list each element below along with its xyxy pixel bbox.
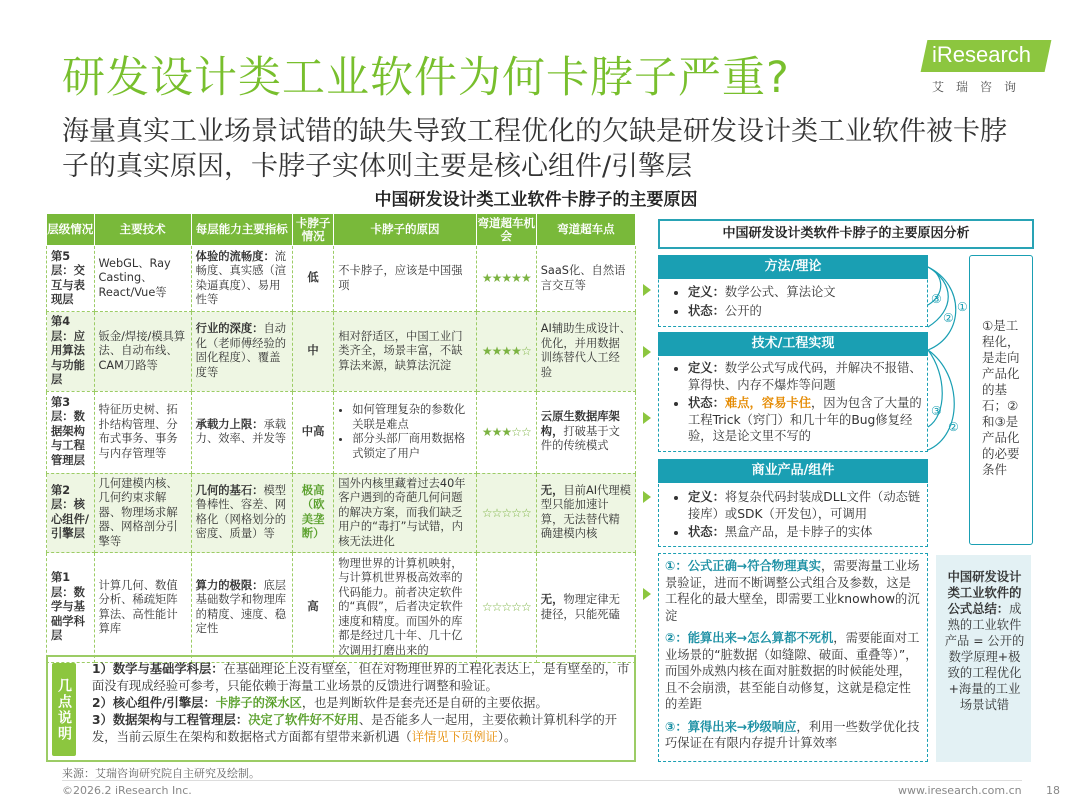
table-title: 中国研发设计类工业软件卡脖子的主要原因 <box>374 190 698 210</box>
col-header: 每层能力主要指标 <box>191 214 292 246</box>
page-subtitle: 海量真实工业场景试错的缺失导致工程优化的欠缺是研发设计类工业软件被卡脖子的真实原因，卡脖子实体则主要是核心组件/引擎层 <box>62 116 1007 182</box>
reason-cell: 相对舒适区，中国工业门类齐全，场景丰富，不缺算法来源，缺算法沉淀 <box>334 312 477 392</box>
metric-cell: 几何的基石：模型鲁棒性、容差、网格化（网格划分的密度、质量）等 <box>191 473 292 553</box>
iresearch-logo <box>918 36 1048 96</box>
rating-stars: ☆☆☆☆☆ <box>476 553 536 663</box>
reason-item: • 如何管理复杂的参数化关联是难点 <box>352 403 472 432</box>
col-header: 卡脖子情况 <box>292 214 333 246</box>
point-cell: 云原生数据库架构，打破基于文件的传统模式 <box>536 391 635 473</box>
tech-cell: WebGL、Ray Casting、React/Vue等 <box>94 246 191 312</box>
circle-label: ③ <box>931 404 942 418</box>
table-row <box>47 553 636 663</box>
status-cell: 低 <box>292 246 333 312</box>
section-body-theory <box>672 284 922 321</box>
source-note: 来源：艾瑞咨询研究院自主研究及绘制。 <box>62 767 260 780</box>
rating-stars: ★★★★☆ <box>476 312 536 392</box>
circle-label: ① <box>957 300 968 314</box>
logo-subtext: 艾瑞咨询 <box>932 80 1029 94</box>
page-title: 研发设计类工业软件为何卡脖子严重? <box>62 53 790 103</box>
tech-cell: 钣金/焊接/模具算法、自动布线、CAM刀路等 <box>94 312 191 392</box>
tech-cell: 特征历史树、拓扑结构管理、分布式事务、事务与内存管理等 <box>94 391 191 473</box>
rating-stars: ★★★☆☆ <box>476 391 536 473</box>
table-row <box>47 246 636 312</box>
footer-divider <box>62 780 1022 781</box>
reason-cell <box>334 391 477 473</box>
status-cell: 中 <box>292 312 333 392</box>
metric-cell: 承载力上限：承载力、效率、并发等 <box>191 391 292 473</box>
copyright: ©2026.2 iResearch Inc. <box>62 784 192 797</box>
arrow-right-icon <box>643 588 651 600</box>
definition-item: • 定义：将复杂代码封装成DLL文件（动态链接库）或SDK（开发包），可调用 <box>688 489 924 522</box>
tech-cell: 计算几何、数值分析、稀疏矩阵算法、高性能计算库 <box>94 553 191 663</box>
tech-cell: 几何建模内核、几何约束求解器、物理场求解器、网格剖分引擎等 <box>94 473 191 553</box>
point-item: ③：算得出来→秒级响应，利用一些数学优化技巧保证在有限内存提升计算效率 <box>665 719 920 750</box>
point-cell: 无，物理定律无捷径，只能死磕 <box>536 553 635 663</box>
analysis-title: 中国研发设计类软件卡脖子的主要原因分析 <box>658 219 1034 249</box>
metric-cell: 体验的流畅度：流畅度、真实感（渲染逼真度）、易用性等 <box>191 246 292 312</box>
rating-stars: ☆☆☆☆☆ <box>476 473 536 553</box>
metric-cell: 行业的深度：自动化（老师傅经验的固化程度）、覆盖度等 <box>191 312 292 392</box>
col-header: 弯道超车点 <box>536 214 635 246</box>
note-item: 1）数学与基础学科层：在基础理论上没有壁垒，但在对物理世界的工程化表达上，是有壁垒的，市面没有现成经验可参考，只能依赖于海量工业场景的反馈进行调整和验证。 <box>92 662 630 693</box>
layer-table <box>46 213 636 663</box>
status-cell: 高 <box>292 553 333 663</box>
level-cell: 第4层：应用算法与功能层 <box>47 312 95 392</box>
col-header: 卡脖子的原因 <box>334 214 477 246</box>
point-item: ②：能算出来→怎么算都不死机，需要能面对工业场景的“脏数据（如缝隙、破面、重叠等）”，而国外成熟内核在面对脏数据的时候能处理，且不会崩溃，甚至能自动修复，这就是稳定性的差距 <box>665 631 920 711</box>
state-item: • 状态：难点，容易卡住，因为包含了大量的工程Trick（窍门）和几十年的Bug修复经验，这是论文里不写的 <box>688 395 924 445</box>
reason-cell: 物理世界的计算机映射，与计算机世界极高效率的代码能力。前者决定软件的“真假”，后者决定软件速度和精度。而国外的库都是经过几十年、几十亿次调用打磨出来的 <box>334 553 477 663</box>
reason-cell: 不卡脖子，应该是中国强项 <box>334 246 477 312</box>
table-row <box>47 312 636 392</box>
arrow-right-icon <box>643 346 651 358</box>
status-cell: 极高（欧美垄断） <box>292 473 333 553</box>
notes-text <box>92 661 632 746</box>
arrow-right-icon <box>643 284 651 296</box>
table-row <box>47 473 636 553</box>
notes-box <box>46 655 636 762</box>
section-body-product <box>672 489 924 543</box>
definition-item: • 定义：数学公式写成代码，并解决不报错、算得快、内存不爆炸等问题 <box>688 360 924 393</box>
points-box <box>658 553 928 762</box>
notes-tag: 几点说明 <box>52 663 76 756</box>
section-head-theory: 方法/理论 <box>658 255 928 279</box>
col-header: 层级情况 <box>47 214 95 246</box>
metric-cell: 算力的极限：底层基础数学和物理库的精度、速度、稳定性 <box>191 553 292 663</box>
state-item: • 状态：公开的 <box>688 303 922 320</box>
state-item: • 状态：黑盒产品，是卡脖子的实体 <box>688 524 924 541</box>
level-cell: 第3层：数据架构与工程管理层 <box>47 391 95 473</box>
point-cell: SaaS化、自然语言交互等 <box>536 246 635 312</box>
arrow-right-icon <box>643 412 651 424</box>
circle-label: ② <box>948 420 959 434</box>
rating-stars: ★★★★★ <box>476 246 536 312</box>
table-row <box>47 391 636 473</box>
formula-summary: 中国研发设计类工业软件的公式总结：成熟的工业软件产品 = 公开的数学原理+极致的工程优化+海量的工业场景试错 <box>936 555 1031 762</box>
col-header: 弯道超车机会 <box>476 214 536 246</box>
section-head-product: 商业产品/组件 <box>658 459 928 483</box>
reason-cell: 国外内核里藏着过去40年客户遇到的奇葩几何问题的解决方案，而我们缺乏用户的“毒打”与试错，内核无法进化 <box>334 473 477 553</box>
circle-label: ③ <box>931 292 942 306</box>
arrow-right-icon <box>643 491 651 503</box>
definition-item: • 定义：数学公式、算法论文 <box>688 284 922 301</box>
status-cell: 中高 <box>292 391 333 473</box>
point-item: ①：公式正确→符合物理真实，需要海量工业场景验证，进而不断调整公式组合及参数，这是工程化的最大壁垒，即需要工业knowhow的沉淀 <box>665 559 920 623</box>
level-cell: 第5层：交互与表现层 <box>47 246 95 312</box>
point-cell: AI辅助生成设计、优化，并用数据训练替代人工经验 <box>536 312 635 392</box>
page-number: 18 <box>1046 784 1060 797</box>
reason-item: • 部分头部厂商用数据格式锁定了用户 <box>352 432 472 461</box>
section-body-engineering <box>672 360 924 447</box>
logo-text: iResearch <box>932 42 1032 67</box>
note-item: 2）核心组件/引擎层：卡脖子的深水区，也是判断软件是套壳还是自研的主要依据。 <box>92 696 548 710</box>
site-link: www.iresearch.com.cn <box>898 784 1022 797</box>
section-head-engineering: 技术/工程实现 <box>658 332 928 356</box>
note-item: 3）数据架构与工程管理层：决定了软件好不好用、是否能多人一起用，主要依赖计算机科学的开发，当前云原生在架构和数据格式方面都有望带来新机遇（详情见下页例证）。 <box>92 713 618 744</box>
point-cell: 无，目前AI代理模型只能加速计算，无法替代精确建模内核 <box>536 473 635 553</box>
col-header: 主要技术 <box>94 214 191 246</box>
level-cell: 第1层：数学与基础学科层 <box>47 553 95 663</box>
side-note: ①是工程化，是走向产品化的基石；②和③是产品化的必要条件 <box>969 255 1033 545</box>
level-cell: 第2层：核心组件/引擎层 <box>47 473 95 553</box>
circle-label: ② <box>943 311 954 325</box>
